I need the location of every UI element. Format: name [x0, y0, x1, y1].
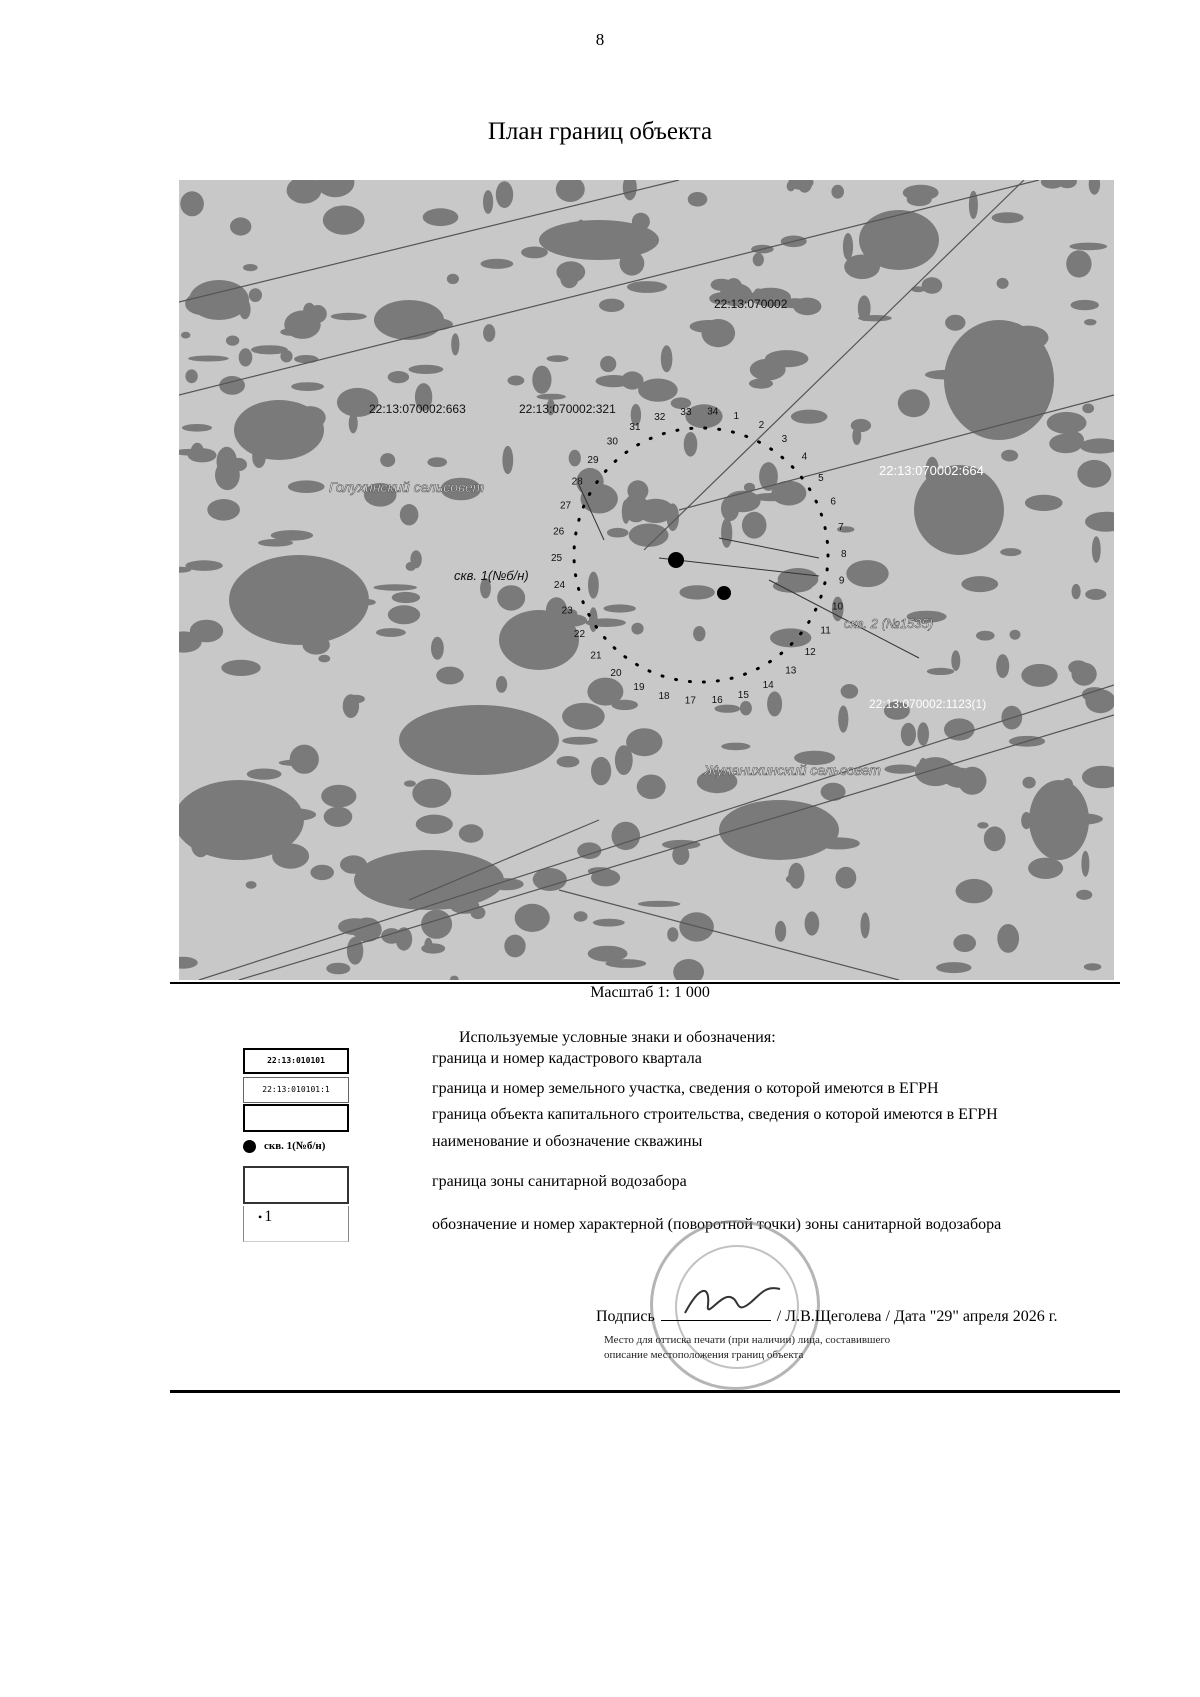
legend-point-number: 1 — [264, 1208, 273, 1225]
point-label: 25 — [551, 553, 563, 565]
legend-symbol-zone — [243, 1166, 349, 1204]
point-label: 11 — [820, 625, 831, 637]
legend-symbol-point — [243, 1206, 349, 1242]
point-label: 27 — [560, 500, 572, 512]
signature-note-line2: описание местоположения границ объекта — [604, 1349, 804, 1361]
label-well-2: скв. 2 (№1535) — [844, 616, 934, 631]
footer-line — [170, 1390, 1120, 1393]
point-label: 10 — [832, 601, 844, 613]
point-label: 16 — [711, 695, 723, 707]
point-label: 14 — [762, 679, 774, 691]
point-label: 7 — [838, 522, 844, 534]
signature-field — [661, 1320, 771, 1321]
label-parcel-1123: 22:13:070002:1123(1) — [869, 697, 987, 711]
point-label: 17 — [684, 695, 696, 707]
label-council-golukha: Голухинский сельсовет — [329, 479, 485, 495]
legend-text-well: наименование и обозначение скважины — [432, 1133, 703, 1150]
point-label: 9 — [838, 575, 845, 587]
point-label: 22 — [573, 629, 586, 641]
point-label: 13 — [785, 665, 797, 677]
point-label: 33 — [680, 406, 692, 418]
label-well-1: скв. 1(№б/н) — [454, 568, 529, 583]
point-label: 31 — [629, 422, 641, 434]
point-label: 1 — [733, 410, 740, 422]
legend-text-zone: граница зоны санитарной водозабора — [432, 1173, 687, 1190]
point-label: 19 — [633, 681, 645, 693]
legend-symbol-quarter: 22:13:010101 — [243, 1048, 349, 1074]
point-label: 34 — [707, 406, 719, 418]
point-label: 18 — [658, 691, 670, 703]
point-label: 26 — [553, 526, 565, 538]
signature-label: Подпись — [596, 1308, 655, 1325]
point-label: 15 — [737, 689, 749, 701]
label-quarter: 22:13:070002 — [714, 297, 788, 311]
legend-well-label: скв. 1(№б/н) — [264, 1140, 326, 1152]
legend-heading: Используемые условные знаки и обозначения: — [459, 1029, 776, 1046]
point-label: 4 — [801, 451, 808, 463]
signature-line — [596, 1308, 1058, 1326]
point-label: 2 — [758, 420, 765, 432]
signature-note-line1: Место для оттиска печати (при наличии) лица, составившего — [604, 1334, 891, 1346]
point-label: 20 — [610, 668, 622, 679]
legend-text-building: граница объекта капитального строительства, сведения о которой имеются в ЕГРН — [432, 1106, 998, 1123]
point-label: 8 — [841, 548, 847, 560]
point-label: 3 — [781, 434, 788, 445]
page-number: 8 — [595, 30, 605, 49]
point-label: 32 — [654, 412, 666, 424]
legend-text-quarter: граница и номер кадастрового квартала — [432, 1050, 702, 1067]
legend-text-point: обозначение и номер характерной (поворотной точки) зоны санитарной водозабора — [432, 1216, 1002, 1233]
point-label: 12 — [804, 647, 816, 658]
well-2-marker — [717, 586, 731, 600]
label-parcel-664: 22:13:070002:664 — [879, 463, 984, 478]
label-council-zhulanikha: Жуланихинский сельсовет — [704, 762, 881, 778]
well-1-marker — [668, 552, 684, 568]
well-dot-icon — [243, 1140, 256, 1153]
point-dot-icon: • — [258, 1210, 263, 1225]
scale-label: Масштаб 1: 1 000 — [590, 984, 710, 1001]
point-label: 6 — [830, 496, 836, 508]
page-title: План границ объекта — [487, 118, 713, 145]
point-label: 28 — [571, 476, 583, 488]
point-label: 23 — [561, 605, 573, 617]
label-parcel-663: 22:13:070002:663 — [369, 402, 466, 416]
point-label: 30 — [606, 436, 618, 448]
legend-text-parcel: граница и номер земельного участка, сведения о которой имеются в ЕГРН — [432, 1080, 939, 1097]
map-canvas — [179, 180, 1114, 980]
legend-symbol-well — [243, 1134, 349, 1158]
point-label: 29 — [587, 455, 599, 466]
point-label: 21 — [590, 650, 602, 662]
point-label: 24 — [553, 579, 566, 591]
legend-symbol-parcel: 22:13:010101:1 — [243, 1077, 349, 1103]
point-label: 5 — [818, 472, 824, 484]
signature-name-date: / Л.В.Щеголева / Дата "29" апреля 2026 г. — [776, 1308, 1058, 1325]
label-parcel-321: 22:13:070002:321 — [519, 402, 616, 416]
legend-symbol-building — [243, 1104, 349, 1132]
boundary-map — [179, 180, 1114, 980]
